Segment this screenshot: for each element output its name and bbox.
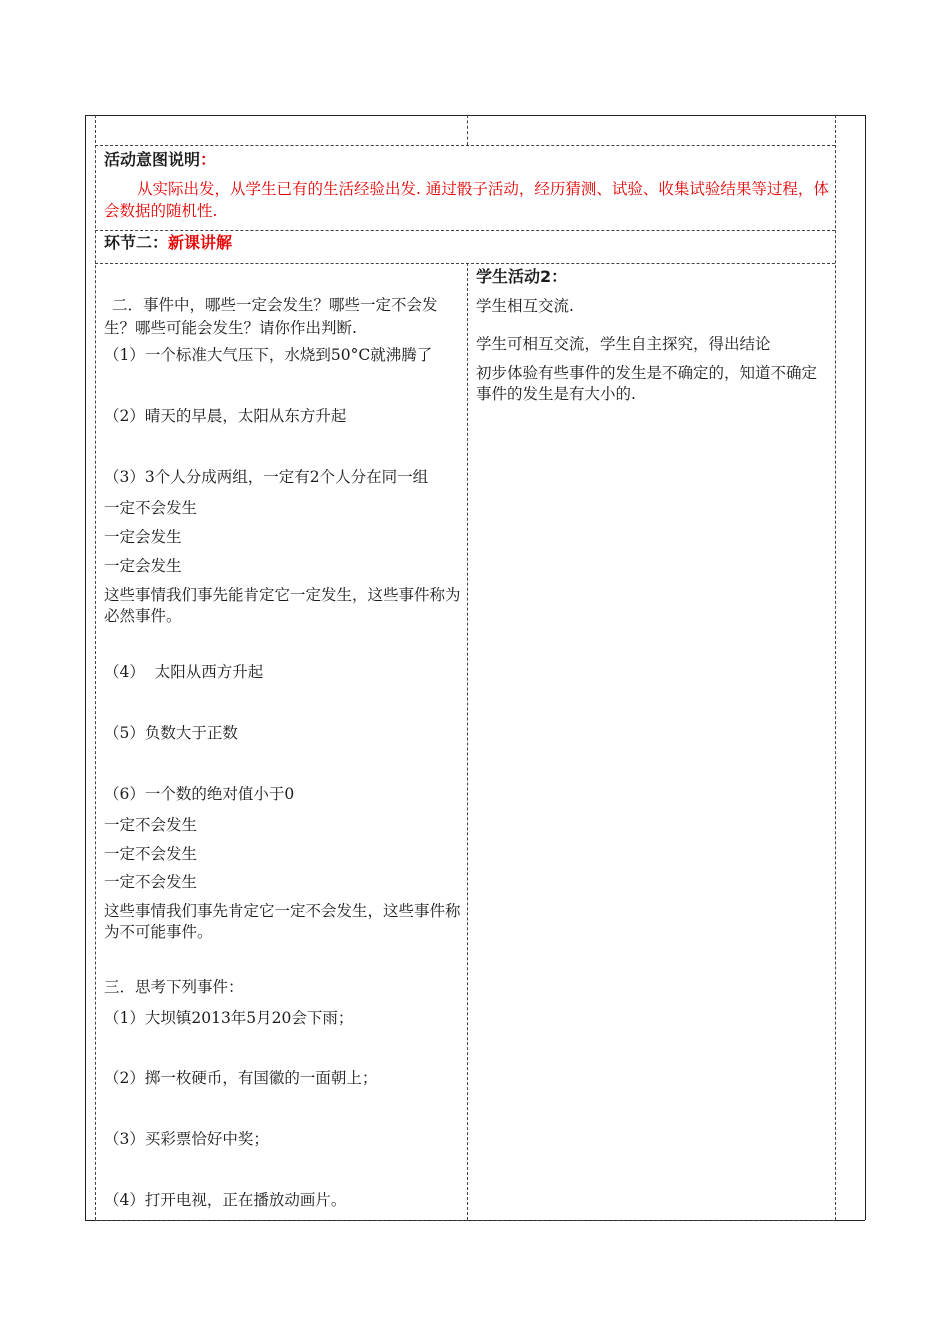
- section-title: 新课讲解: [168, 233, 233, 252]
- list-item: （3）3个人分成两组，一定有2个人分在同一组: [104, 468, 429, 486]
- activity-intent-heading-line: [104, 150, 216, 170]
- student-activity-heading: 学生活动2：: [476, 267, 568, 286]
- inner-left-border: [95, 115, 96, 1220]
- list-item: （4） 太阳从西方升起: [104, 663, 264, 681]
- conclusion-certain-events: 这些事情我们事先能肯定它一定发生，这些事件称为必然事件。: [104, 586, 461, 625]
- row-divider-1: [95, 145, 835, 146]
- q3-intro: 三．思考下列事件：: [104, 978, 244, 996]
- section-label: 环节二：: [104, 233, 169, 252]
- answer: 一定不会发生: [104, 845, 198, 863]
- column-divider: [467, 263, 468, 1220]
- conclusion-impossible-events: 这些事情我们事先肯定它一定不会发生，这些事件称为不可能事件。: [104, 902, 461, 941]
- list-item: （1）一个标准大气压下，水烧到50°C就沸腾了: [104, 346, 433, 364]
- list-item: （4）打开电视，正在播放动画片。: [104, 1191, 347, 1209]
- student-activity-line-2: 学生可相互交流，学生自主探究，得出结论: [476, 335, 771, 353]
- section-heading: [104, 233, 232, 253]
- table-top-border: [85, 115, 865, 116]
- answer: 一定不会发生: [104, 816, 198, 834]
- activity-intent-body: 从实际出发，从学生已有的生活经验出发. 通过骰子活动，经历猜测、试验、收集试验结果等过程，体会数据的随机性.: [104, 180, 829, 220]
- top-row-divider: [467, 115, 468, 145]
- table-right-border: [865, 115, 866, 1220]
- student-activity-line-1: 学生相互交流.: [476, 297, 574, 315]
- list-item: （5）负数大于正数: [104, 724, 238, 742]
- table-left-border: [85, 115, 86, 1220]
- row-divider-3: [95, 263, 835, 264]
- student-activity-line-3: 初步体验有些事件的发生是不确定的，知道不确定事件的发生是有大小的.: [476, 364, 818, 403]
- activity-intent-heading: 活动意图说明: [104, 150, 201, 169]
- list-item: （2）晴天的早晨，太阳从东方升起: [104, 407, 347, 425]
- list-item: （6）一个数的绝对值小于0: [104, 785, 295, 803]
- row-divider-2: [95, 230, 835, 231]
- answer: 一定不会发生: [104, 873, 198, 891]
- activity-intent-colon: ：: [200, 150, 217, 169]
- list-item: （2）掷一枚硬币，有国徽的一面朝上；: [104, 1069, 378, 1087]
- q2-intro: 二．事件中，哪些一定会发生？哪些一定不会发生？哪些可能会发生？请你作出判断.: [104, 296, 438, 337]
- list-item: （1）大坝镇2013年5月20会下雨；: [104, 1009, 354, 1027]
- answer: 一定会发生: [104, 528, 182, 546]
- inner-right-border: [835, 115, 836, 1220]
- row-divider-bottom: [95, 1220, 835, 1221]
- answer: 一定不会发生: [104, 499, 198, 517]
- answer: 一定会发生: [104, 557, 182, 575]
- list-item: （3）买彩票恰好中奖；: [104, 1130, 269, 1148]
